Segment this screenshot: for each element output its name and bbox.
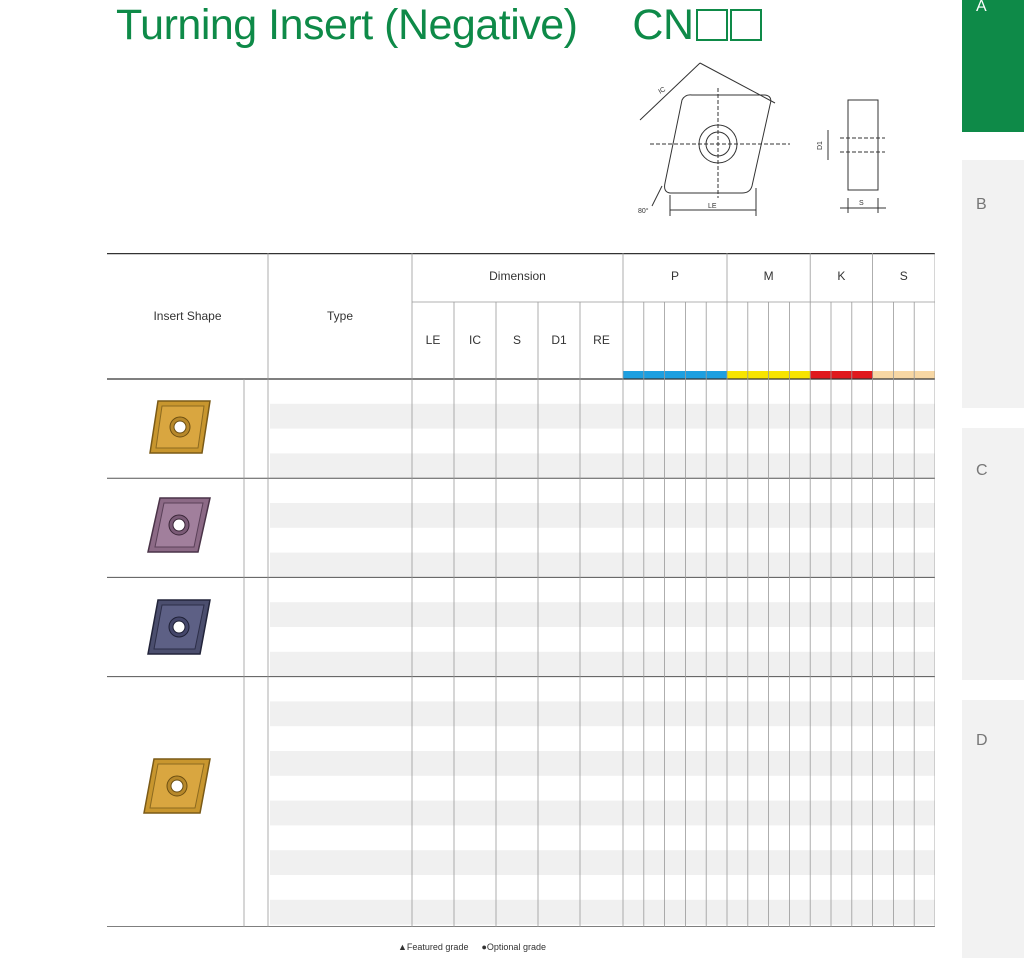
tab-a[interactable]: A [962,0,1024,132]
d1-label: D1 [817,141,824,150]
row-stripe [270,453,935,478]
insert-image-opf [148,398,212,456]
header-group-P: P [670,269,679,283]
row-stripe [270,652,935,677]
angle-label: 80° [638,208,649,215]
insert-image-omf [146,495,212,555]
row-stripe [270,801,935,826]
row-stripe [270,850,935,875]
tab-d[interactable]: D [962,700,1024,958]
row-stripe [270,503,935,528]
group-color-bar-P [623,371,727,379]
title-code: CN [632,1,694,49]
row-stripe [270,404,935,429]
legend-optional: ●Optional grade [481,942,546,952]
group-color-bar-S [873,371,935,379]
row-stripe [270,751,935,776]
row-stripe [270,553,935,578]
tab-b[interactable]: B [962,160,1024,408]
placeholder-box-2 [730,9,762,41]
insert-image-opm [142,756,212,816]
header-insert-shape: Insert Shape [153,309,222,323]
header-group-M: M [763,269,774,283]
s-label: S [859,200,864,207]
placeholder-box-1 [696,9,728,41]
title-text: Turning Insert (Negative) [116,1,578,49]
header-group-S: S [899,269,908,283]
grade-legend [398,942,546,952]
group-color-bar-K [810,371,872,379]
le-label: LE [708,203,717,210]
header-group-K: K [837,269,846,283]
header-dim-LE: LE [425,333,441,347]
page-title [116,0,762,50]
insert-table [107,253,935,927]
table-grid [107,253,935,927]
row-stripe [270,900,935,925]
header-dim-S: S [512,333,521,347]
header-dim-IC: IC [469,333,481,347]
header-type: Type [326,309,353,323]
insert-diagram [630,58,890,223]
insert-image-msf [146,597,212,657]
side-view [848,100,878,190]
header-dimension: Dimension [489,269,546,283]
tab-c[interactable]: C [962,428,1024,680]
row-stripe [270,602,935,627]
ic-label: IC [657,86,668,96]
row-stripe [270,701,935,726]
legend-featured: ▲Featured grade [398,942,469,952]
section-sidebar [962,0,1024,958]
header-dim-RE: RE [593,333,610,347]
header-dim-D1: D1 [551,333,567,347]
